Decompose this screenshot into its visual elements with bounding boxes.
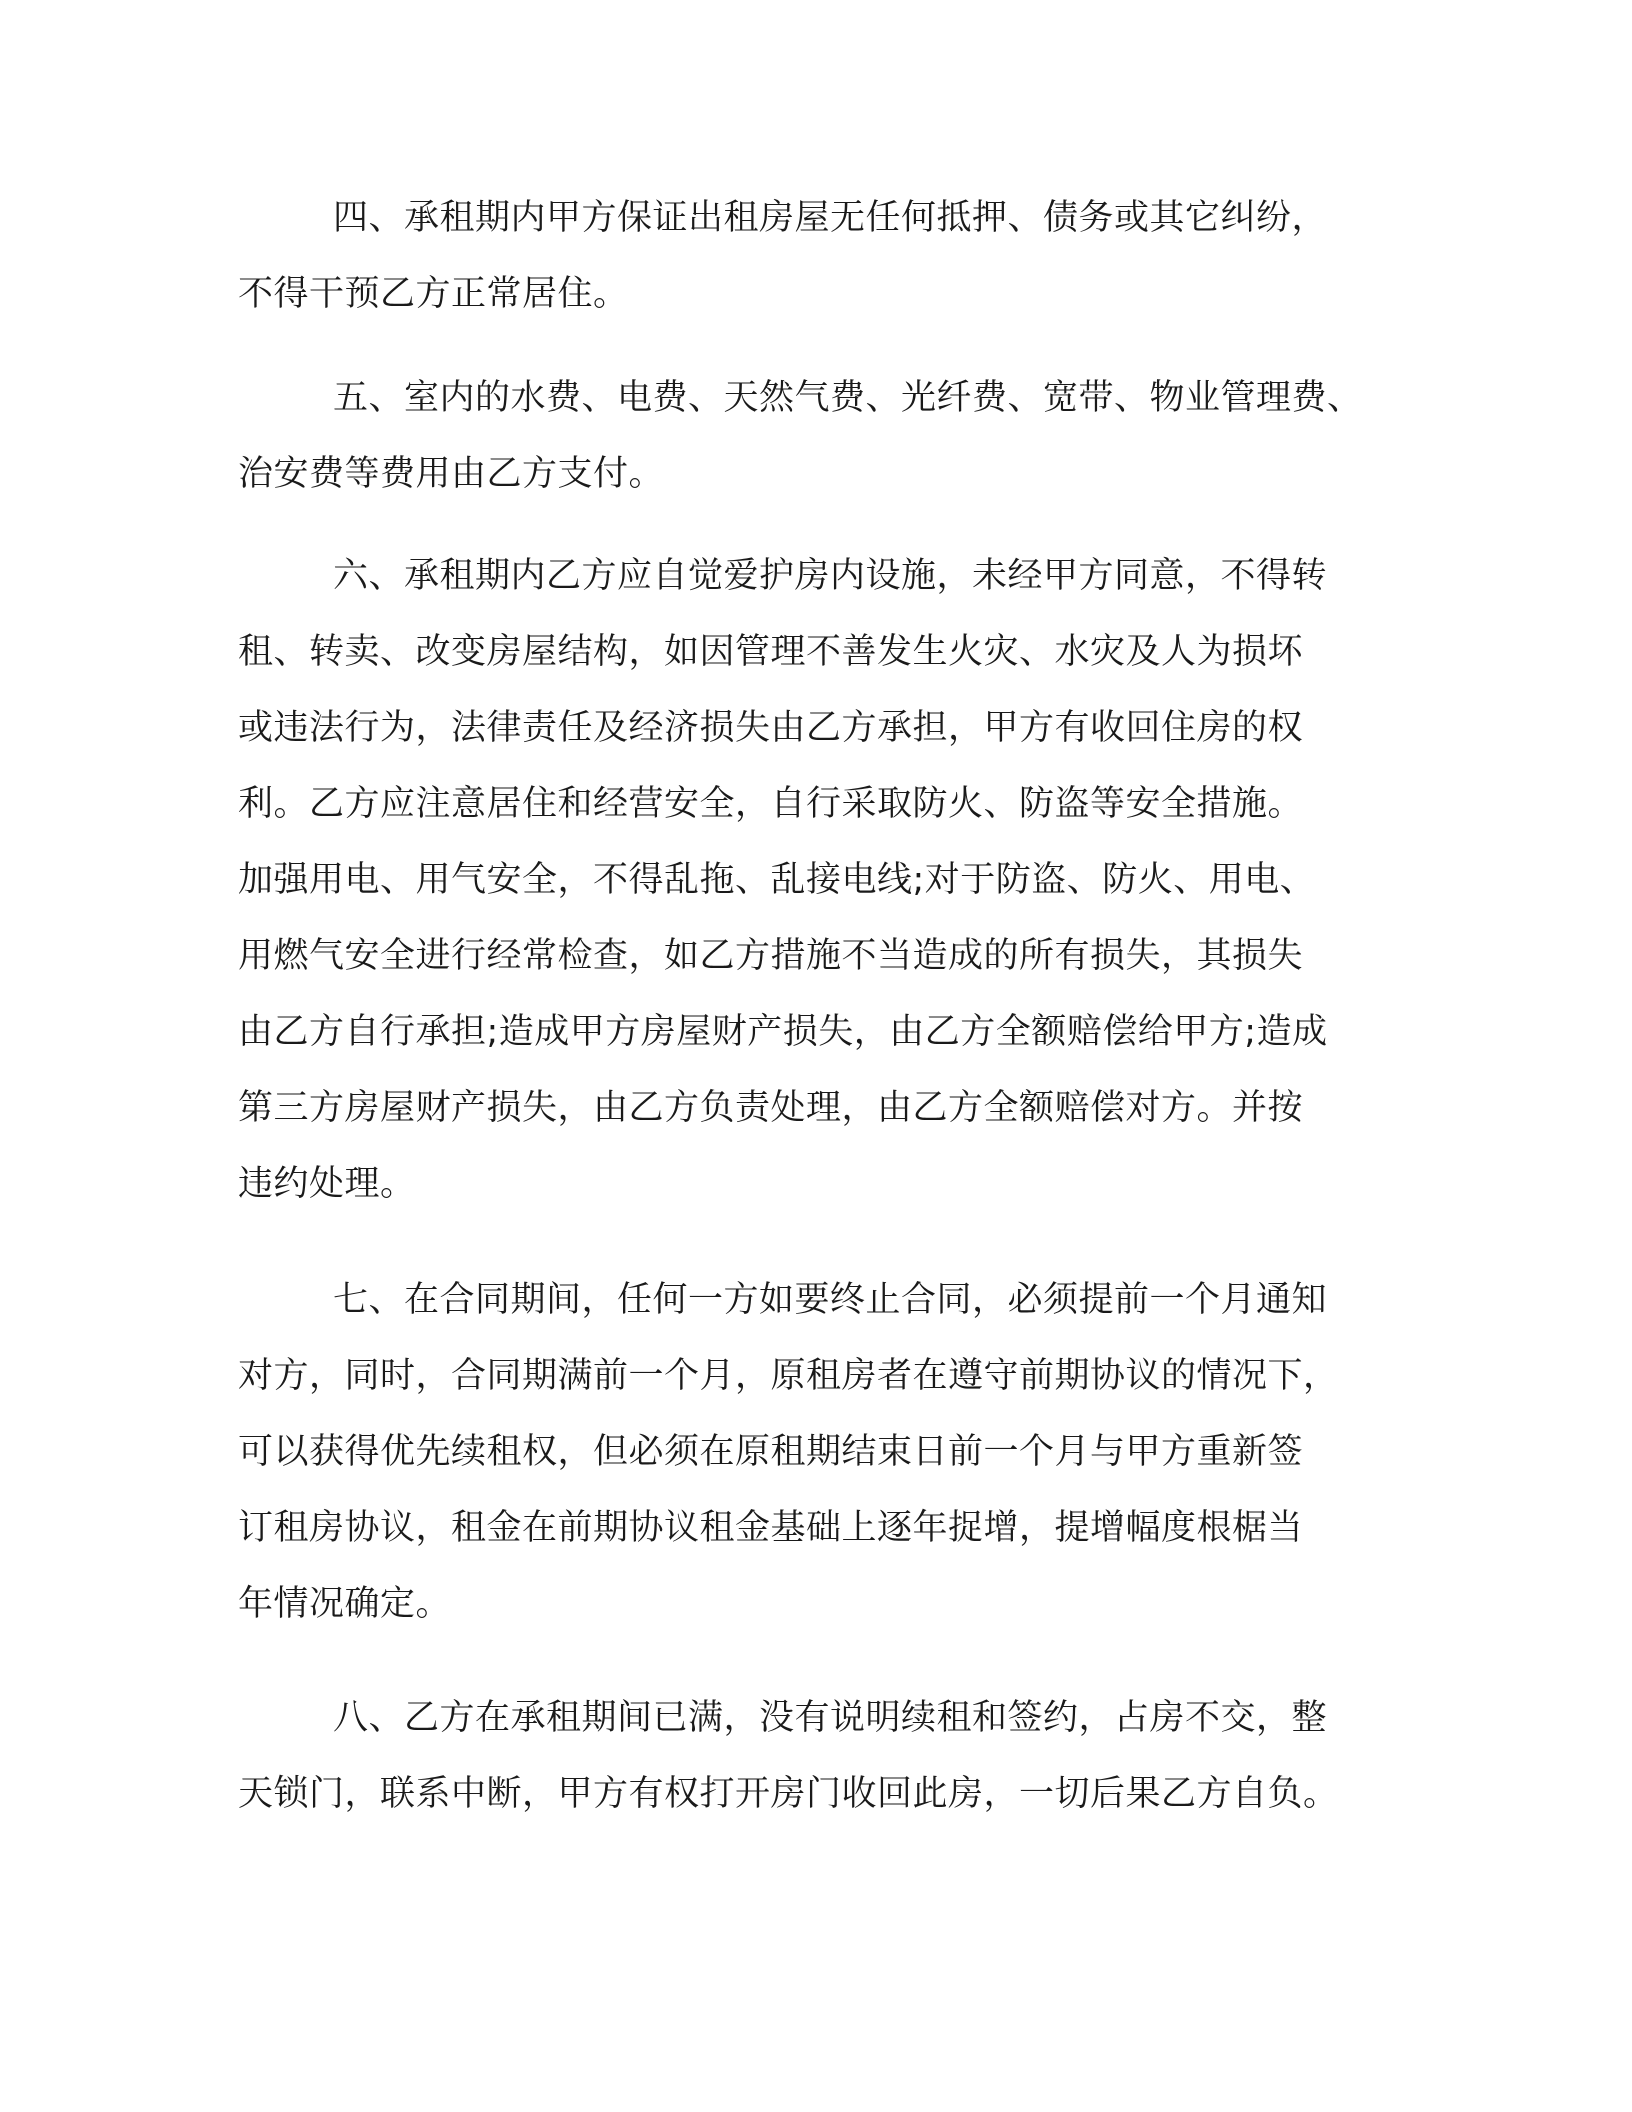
clause-8-line-2: 天锁门，联系中断，甲方有权打开房门收回此房，一切后果乙方自负。 <box>238 1774 1339 1814</box>
clause-6-line-2: 租、转卖、改变房屋结构，如因管理不善发生火灾、水灾及人为损坏 <box>238 632 1304 672</box>
clause-7-line-3: 可以获得优先续租权，但必须在原租期结束日前一个月与甲方重新签 <box>238 1432 1304 1472</box>
clause-4-line-2: 不得干预乙方正常居住。 <box>238 274 629 314</box>
clause-5-line-2: 治安费等费用由乙方支付。 <box>238 454 665 494</box>
clause-6-line-4: 利。乙方应注意居住和经营安全，自行采取防火、防盗等安全措施。 <box>238 784 1304 824</box>
clause-6-line-6: 用燃气安全进行经常检查，如乙方措施不当造成的所有损失，其损失 <box>238 936 1304 976</box>
clause-7-line-5: 年情况确定。 <box>238 1584 452 1624</box>
clause-8-line-1: 八、乙方在承租期间已满，没有说明续租和签约，占房不交，整 <box>333 1698 1328 1738</box>
clause-7-line-4: 订租房协议，租金在前期协议租金基础上逐年捉增，提增幅度根椐当 <box>238 1508 1304 1548</box>
clause-6-line-3: 或违法行为，法律责任及经济损失由乙方承担，甲方有收回住房的权 <box>238 708 1304 748</box>
clause-4-line-1: 四、承租期内甲方保证出租房屋无任何抵押、债务或其它纠纷， <box>333 198 1328 238</box>
clause-7-line-1: 七、在合同期间，任何一方如要终止合同，必须提前一个月通知 <box>333 1280 1328 1320</box>
clause-6-line-1: 六、承租期内乙方应自觉爱护房内设施，未经甲方同意，不得转 <box>333 556 1328 596</box>
clause-5-line-1: 五、室内的水费、电费、天然气费、光纤费、宽带、物业管理费、 <box>333 378 1363 418</box>
clause-6-line-8: 第三方房屋财产损失，由乙方负责处理，由乙方全额赔偿对方。并按 <box>238 1088 1304 1128</box>
clause-6-line-9: 违约处理。 <box>238 1164 416 1204</box>
clause-7-line-2: 对方，同时，合同期满前一个月，原租房者在遵守前期协议的情况下， <box>238 1356 1339 1396</box>
clause-6-line-7: 由乙方自行承担;造成甲方房屋财产损失，由乙方全额赔偿给甲方;造成 <box>238 1012 1328 1052</box>
clause-6-line-5: 加强用电、用气安全，不得乱拖、乱接电线;对于防盗、防火、用电、 <box>238 860 1316 900</box>
